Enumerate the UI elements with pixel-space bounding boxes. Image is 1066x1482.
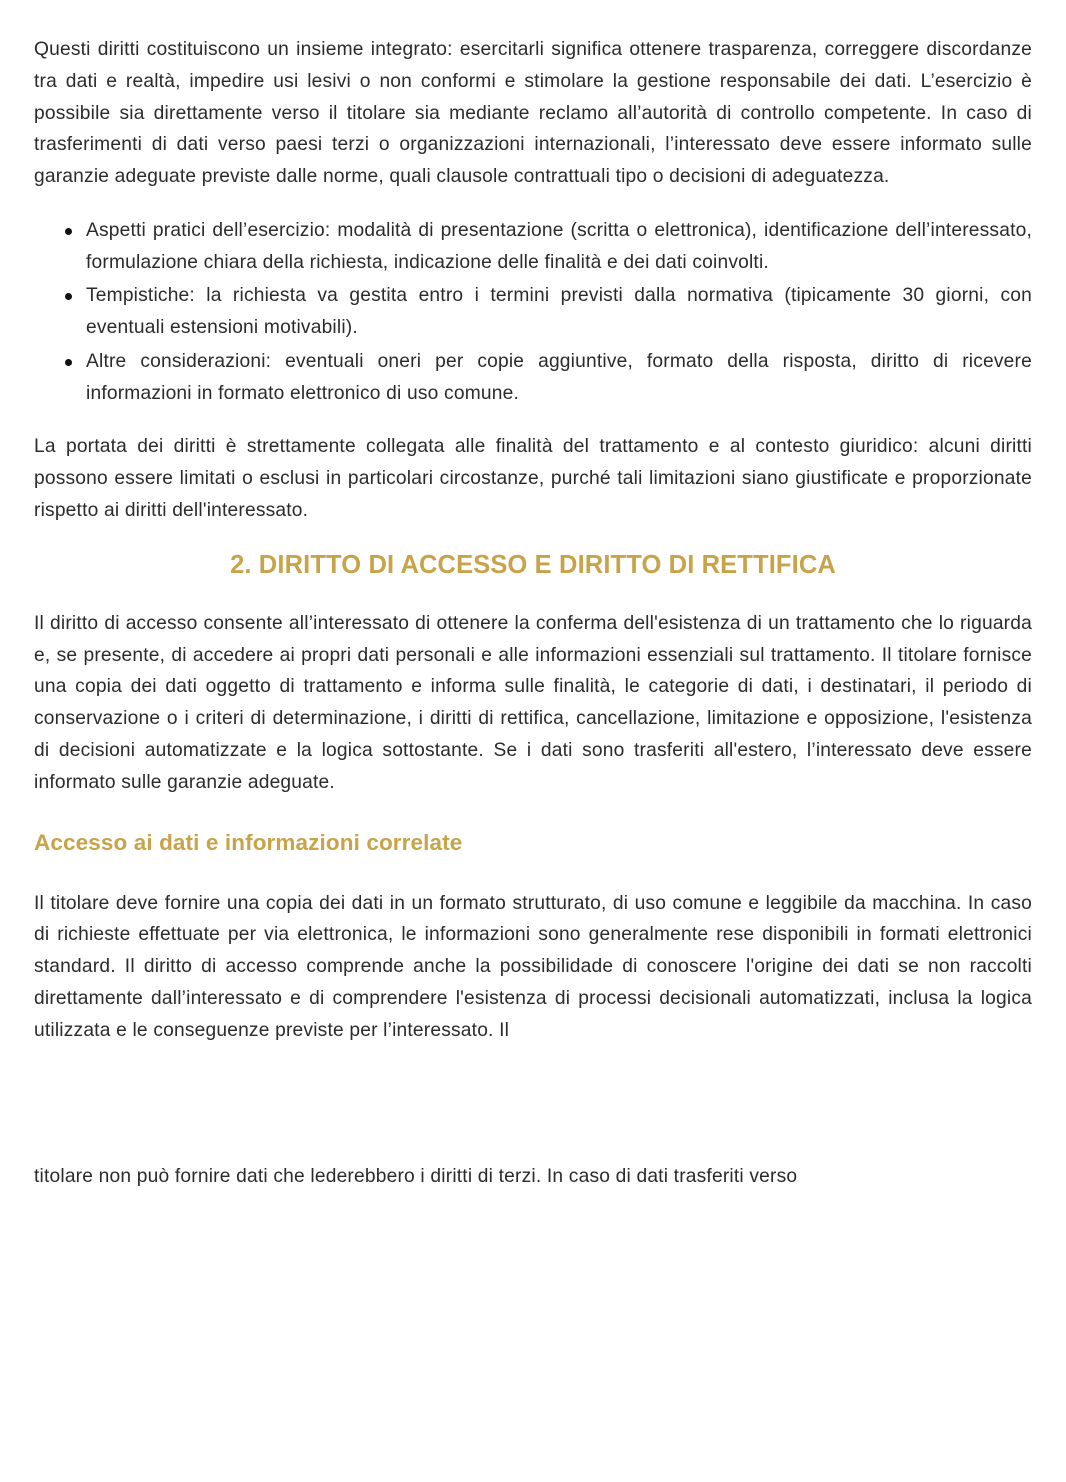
- page-break-gap: [34, 1069, 1032, 1161]
- list-item: Aspetti pratici dell’esercizio: modalità di presentazione (scritta o elettronica), identificazione dell’interessato, formulazione chiara della richiesta, indicazione delle finalità e dei dati coinvolti.: [34, 215, 1032, 279]
- subsection-paragraph: Il titolare deve fornire una copia dei dati in un formato strutturato, di uso comune e leggibile da macchina. In caso di richieste effettuate per via elettronica, le informazioni sono generalmente rese disponibili in formati elettronici standard. Il diritto di accesso comprende anche la possibilidade di conoscere l'origine dei dati se non raccolti direttamente dall’interessato e di comprendere l'esistenza di processi decisionali automatizzati, inclusa la logica utilizzata e le conseguenze previste per l’interessato. Il: [34, 892, 1032, 1041]
- section-intro-paragraph: Il diritto di accesso consente all’interessato di ottenere la conferma dell'esistenza di un trattamento che lo riguarda e, se presente, di accedere ai propri dati personali e alle informazioni essenziali sul trattamento. Il titolare fornisce una copia dei dati oggetto di trattamento e informa sulle finalità, le categorie di dati, i destinatari, il periodo di conservazione o i criteri di determinazione, i diritti di rettifica, cancellazione, limitazione e opposizione, l'esistenza di decisioni automatizzate e la logica sottostante. Se i dati sono trasferiti all'estero, l’interessato deve essere informato sulle garanzie adeguate.: [34, 612, 1032, 793]
- section-heading: 2. DIRITTO DI ACCESSO E DIRITTO DI RETTIFICA: [230, 550, 836, 579]
- list-item: Altre considerazioni: eventuali oneri per copie aggiuntive, formato della risposta, diritto di ricevere informazioni in formato elettronico di uso comune.: [34, 346, 1032, 410]
- subsection-heading: Accesso ai dati e informazioni correlate: [34, 830, 463, 856]
- list-item: Tempistiche: la richiesta va gestita entro i termini previsti dalla normativa (tipicamente 30 giorni, con eventuali estensioni motivabili).: [34, 280, 1032, 344]
- continuation-line: titolare non può fornire dati che lederebbero i diritti di terzi. In caso di dati trasferiti verso: [34, 1165, 798, 1187]
- bullet-list: [34, 215, 1032, 410]
- intro-paragraph: Questi diritti costituiscono un insieme integrato: esercitarli significa ottenere trasparenza, correggere discordanze tra dati e realtà, impedire usi lesivi o non conformi e stimolare la gestione responsabile dei dati. L’esercizio è possibile sia direttamente verso il titolare sia mediante reclamo all’autorità di controllo competente. In caso di trasferimenti di dati verso paesi terzi o organizzazioni internazionali, l’interessato deve essere informato sulle garanzie adeguate previste dalle norme, quali clausole contrattuali tipo o decisioni di adeguatezza.: [34, 39, 1032, 188]
- scope-paragraph: La portata dei diritti è strettamente collegata alle finalità del trattamento e al contesto giuridico: alcuni diritti possono essere limitati o esclusi in particolari circostanze, purché tali limitazioni siano giustificate e proporzionate rispetto ai diritti dell'interessato.: [34, 436, 1032, 521]
